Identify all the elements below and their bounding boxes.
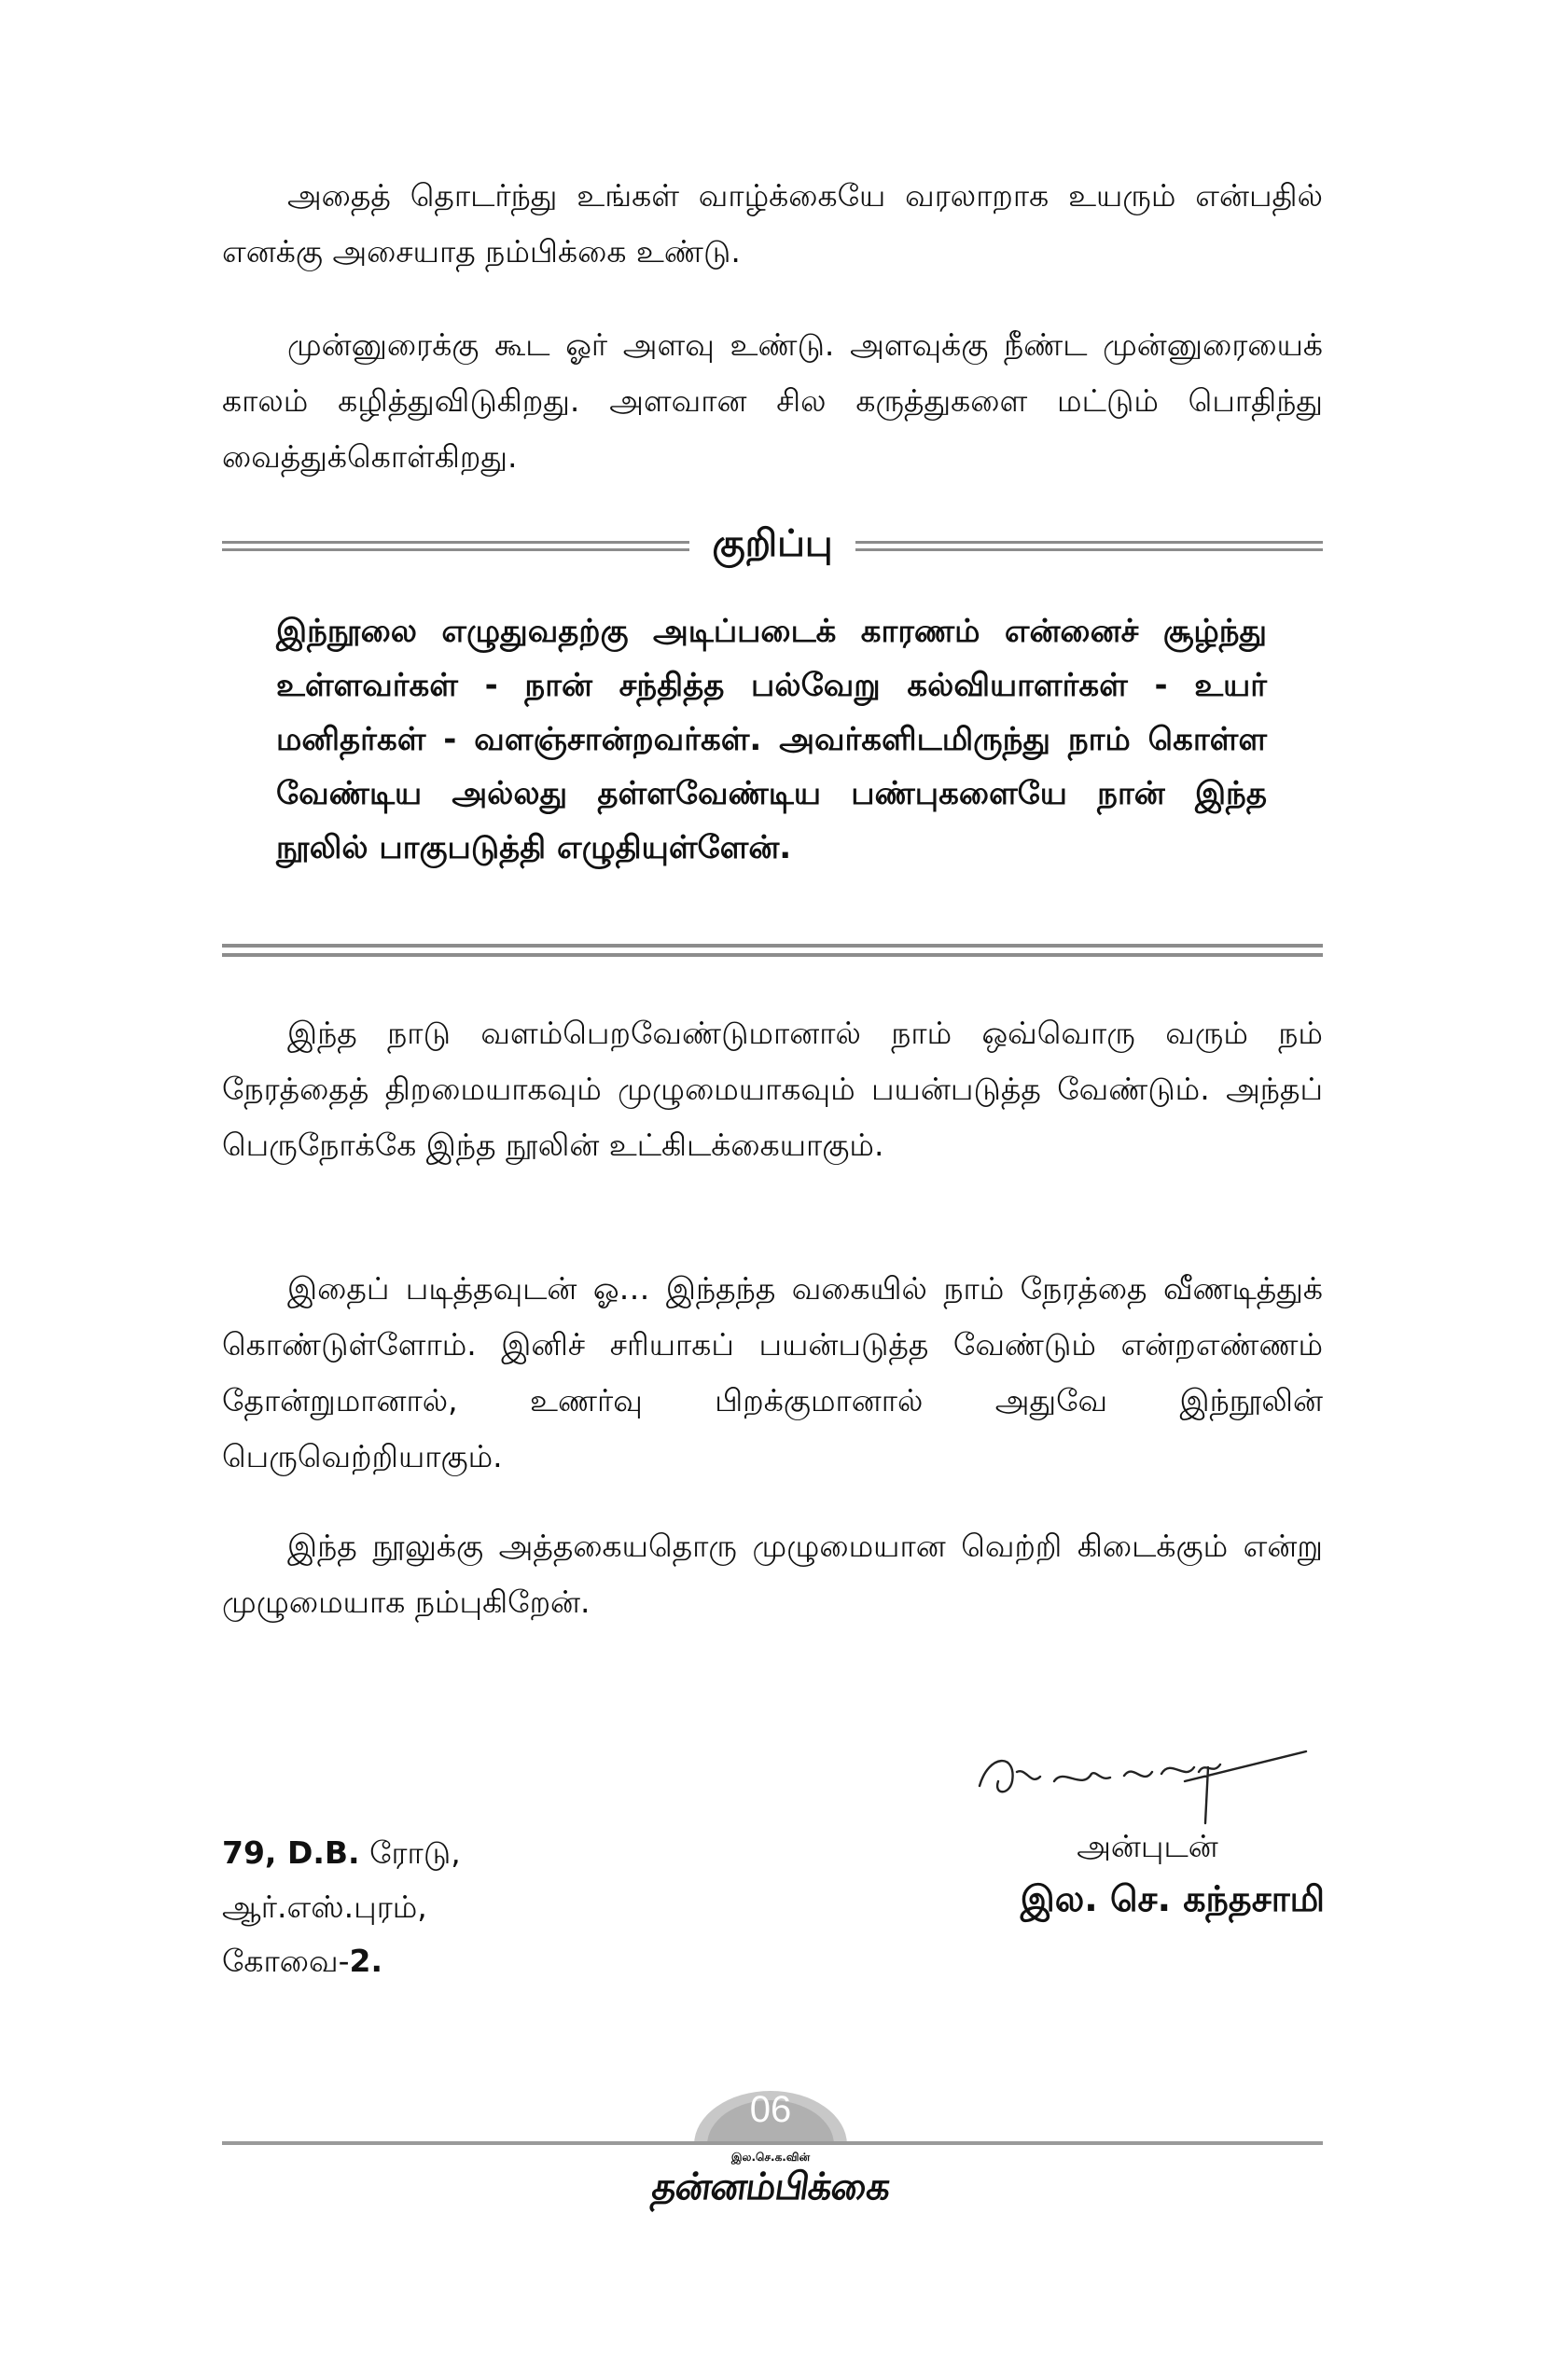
address-line-3 (222, 1934, 461, 1988)
paragraph-5: இந்த நூலுக்கு அத்தகையதொரு முழுமையான வெற்றி கிடைக்கும் என்று முழுமையாக நம்புகிறேன். (222, 1528, 1323, 1620)
address-street-name: ரோடு, (359, 1834, 461, 1871)
address-pincode: 2. (349, 1943, 382, 1979)
footer-rule (222, 2141, 1323, 2145)
footer-publisher-prefix: இல.செ.க.வின் (730, 2151, 811, 2164)
address-block (222, 1826, 461, 1988)
note-bottom-rule (222, 944, 1323, 957)
note-title: குறிப்பு (712, 521, 833, 565)
page-number: 06 (749, 2089, 792, 2130)
closing-salutation: அன்புடன் (1077, 1828, 1218, 1864)
note-header-left-rule (222, 541, 689, 551)
paragraph-1: அதைத் தொடர்ந்து உங்கள் வாழ்க்கையே வரலாறாக உயரும் என்பதில் எனக்கு அசையாத நம்பிக்கை உண்டு. (222, 177, 1323, 270)
note-header-right-rule (855, 541, 1323, 551)
address-line-1 (222, 1826, 461, 1880)
address-street-number: 79, D.B. (222, 1834, 360, 1871)
paragraph-3: இந்த நாடு வளம்பெறவேண்டுமானால் நாம் ஒவ்வொரு வரும் நம் நேரத்தைத் திறமையாகவும் முழுமையாகவும் பயன்படுத்த வேண்டும். அந்தப் பெருநோக்கே இந்த நூலின் உட்கிடக்கையாகும். (222, 1015, 1323, 1163)
paragraph-2: முன்னுரைக்கு கூட ஓர் அளவு உண்டு. அளவுக்கு நீண்ட முன்னுரையைக் காலம் கழித்துவிடுகிறது. அளவான சில கருத்துகளை மட்டும் பொதிந்து வைத்துக்கொள்கிறது. (222, 326, 1323, 475)
address-line-2: ஆர்.எஸ்.புரம், (222, 1889, 427, 1925)
address-city: கோவை- (222, 1943, 350, 1979)
footer-logo: தன்னம்பிக்கை (648, 2166, 893, 2208)
paragraph-4: இதைப் படித்தவுடன் ஓ… இந்தந்த வகையில் நாம் நேரத்தை வீணடித்துக் கொண்டுள்ளோம். இனிச் சரியாகப் பயன்படுத்த வேண்டும் என்றஎண்ணம் தோன்றுமானால், உணர்வு பிறக்குமானால் அதுவே இந்நூலின் பெருவெற்றியாகும். (222, 1270, 1323, 1474)
note-header (222, 518, 1323, 574)
handwritten-signature (961, 1716, 1315, 1828)
note-body: இந்நூலை எழுதுவதற்கு அடிப்படைக் காரணம் என்னைச் சூழ்ந்து உள்ளவர்கள் - நான் சந்தித்த பல்வேறு கல்வியாளர்கள் - உயர் மனிதர்கள் - வளஞ்சான்றவர்கள். அவர்களிடமிருந்து நாம் கொள்ள வேண்டிய அல்லது தள்ளவேண்டிய பண்புகளையே நான் இந்த நூலில் பாகுபடுத்தி எழுதியுள்ளேன். (276, 613, 1267, 866)
author-name: இல. செ. கந்தசாமி (1020, 1878, 1325, 1919)
